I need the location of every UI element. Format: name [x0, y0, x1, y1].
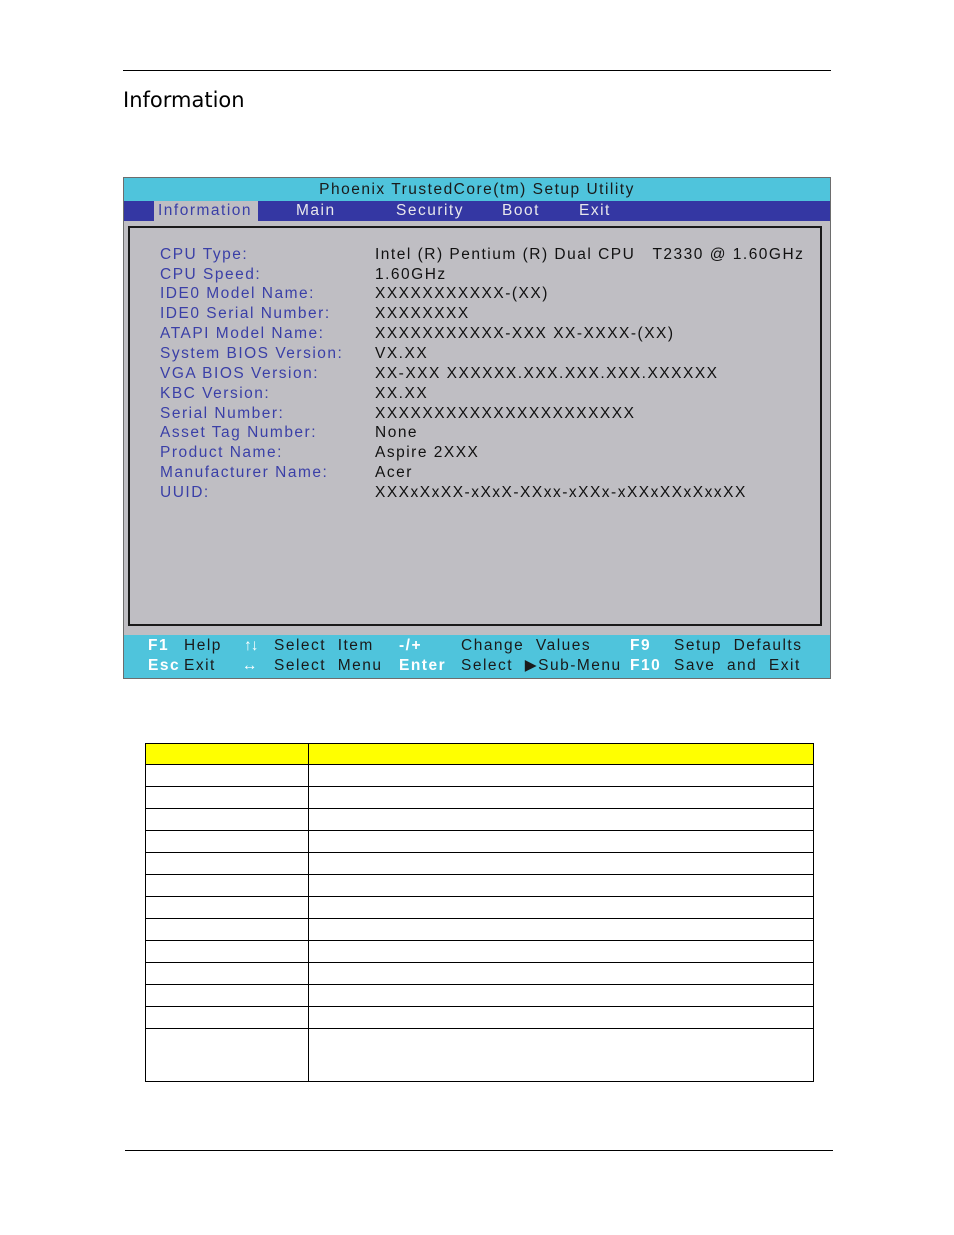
f9-key: F9 — [630, 637, 652, 654]
up-down-arrows-icon: ↑↓ — [244, 637, 258, 654]
table-cell — [309, 809, 814, 831]
table-row — [146, 963, 814, 985]
table-cell — [309, 897, 814, 919]
table-row — [146, 985, 814, 1007]
parameter-table — [145, 743, 814, 1082]
info-value: XXXXXXXXXXXXXXXXXXXXXX — [375, 405, 636, 422]
table-cell — [146, 985, 309, 1007]
table-row — [146, 875, 814, 897]
f9-label: Setup Defaults — [674, 637, 803, 654]
esc-key: Esc — [148, 657, 181, 674]
table-cell — [146, 787, 309, 809]
left-right-arrows-icon: ↔ — [242, 657, 257, 674]
table-cell — [146, 1007, 309, 1029]
bios-key-legend — [124, 635, 830, 678]
table-cell — [146, 963, 309, 985]
table-cell — [146, 809, 309, 831]
table-cell — [309, 765, 814, 787]
tab-information[interactable]: Information — [154, 201, 258, 221]
info-label: Asset Tag Number: — [160, 424, 318, 441]
table-cell — [146, 853, 309, 875]
table-cell — [146, 765, 309, 787]
f1-key: F1 — [148, 637, 170, 654]
table-cell — [309, 985, 814, 1007]
table-cell — [309, 919, 814, 941]
table-cell — [309, 831, 814, 853]
bottom-rule — [125, 1150, 833, 1151]
info-value: 1.60GHz — [375, 266, 447, 283]
table-cell — [309, 1007, 814, 1029]
bios-menu-bar — [124, 201, 830, 221]
info-label: CPU Type: — [160, 246, 249, 263]
table-cell — [146, 875, 309, 897]
table-cell — [146, 919, 309, 941]
info-value: XXXxXxXX-xXxX-XXxx-xXXx-xXXxXXxXxxXX — [375, 484, 747, 501]
info-value: XX-XXX XXXXXX.XXX.XXX.XXX.XXXXXX — [375, 365, 719, 382]
table-row — [146, 853, 814, 875]
table-row — [146, 831, 814, 853]
bios-screen — [123, 177, 831, 679]
info-value: Acer — [375, 464, 413, 481]
table-row — [146, 919, 814, 941]
table-header-row — [146, 744, 814, 765]
info-value: XXXXXXXX — [375, 305, 470, 322]
info-label: VGA BIOS Version: — [160, 365, 320, 382]
esc-label: Exit — [184, 657, 216, 674]
info-label: ATAPI Model Name: — [160, 325, 325, 342]
info-label: IDE0 Serial Number: — [160, 305, 331, 322]
info-label: CPU Speed: — [160, 266, 262, 283]
tab-boot[interactable]: Boot — [502, 202, 540, 219]
table-header-cell — [309, 744, 814, 765]
f1-label: Help — [184, 637, 222, 654]
tab-security[interactable]: Security — [396, 202, 464, 219]
table-cell — [309, 875, 814, 897]
info-value: None — [375, 424, 419, 441]
top-rule — [123, 70, 831, 71]
table-row — [146, 809, 814, 831]
info-value: VX.XX — [375, 345, 429, 362]
table-cell — [309, 1029, 814, 1082]
plus-minus-label: Change Values — [461, 637, 592, 654]
table-cell — [146, 831, 309, 853]
info-value: XXXXXXXXXXX-XXX XX-XXXX-(XX) — [375, 325, 675, 342]
page-title: Information — [123, 88, 245, 112]
info-label: IDE0 Model Name: — [160, 285, 315, 302]
table-cell — [309, 963, 814, 985]
f10-key: F10 — [630, 657, 662, 674]
tab-exit[interactable]: Exit — [579, 202, 611, 219]
table-row — [146, 787, 814, 809]
info-value: Aspire 2XXX — [375, 444, 480, 461]
table-cell — [309, 787, 814, 809]
table-row — [146, 765, 814, 787]
info-value: XX.XX — [375, 385, 429, 402]
table-cell — [309, 853, 814, 875]
table-row — [146, 941, 814, 963]
info-label: System BIOS Version: — [160, 345, 344, 362]
table-cell — [146, 1029, 309, 1082]
plus-minus-key: -/+ — [399, 637, 423, 654]
information-panel — [128, 226, 822, 626]
enter-key: Enter — [399, 657, 447, 674]
info-value: XXXXXXXXXXX-(XX) — [375, 285, 549, 302]
enter-label: Select ▶Sub-Menu — [461, 657, 622, 674]
table-row — [146, 1007, 814, 1029]
table-row — [146, 1029, 814, 1082]
left-right-label: Select Menu — [274, 657, 383, 674]
info-label: Product Name: — [160, 444, 283, 461]
info-label: Serial Number: — [160, 405, 285, 422]
info-value: Intel (R) Pentium (R) Dual CPU T2330 @ 1.60GHz — [375, 246, 805, 263]
table-cell — [146, 941, 309, 963]
info-label: Manufacturer Name: — [160, 464, 329, 481]
table-cell — [146, 897, 309, 919]
info-label: UUID: — [160, 484, 210, 501]
up-down-label: Select Item — [274, 637, 374, 654]
table-header-cell — [146, 744, 309, 765]
table-row — [146, 897, 814, 919]
table-cell — [309, 941, 814, 963]
f10-label: Save and Exit — [674, 657, 801, 674]
tab-main[interactable]: Main — [296, 202, 336, 219]
bios-title: Phoenix TrustedCore(tm) Setup Utility — [124, 178, 830, 201]
info-label: KBC Version: — [160, 385, 271, 402]
